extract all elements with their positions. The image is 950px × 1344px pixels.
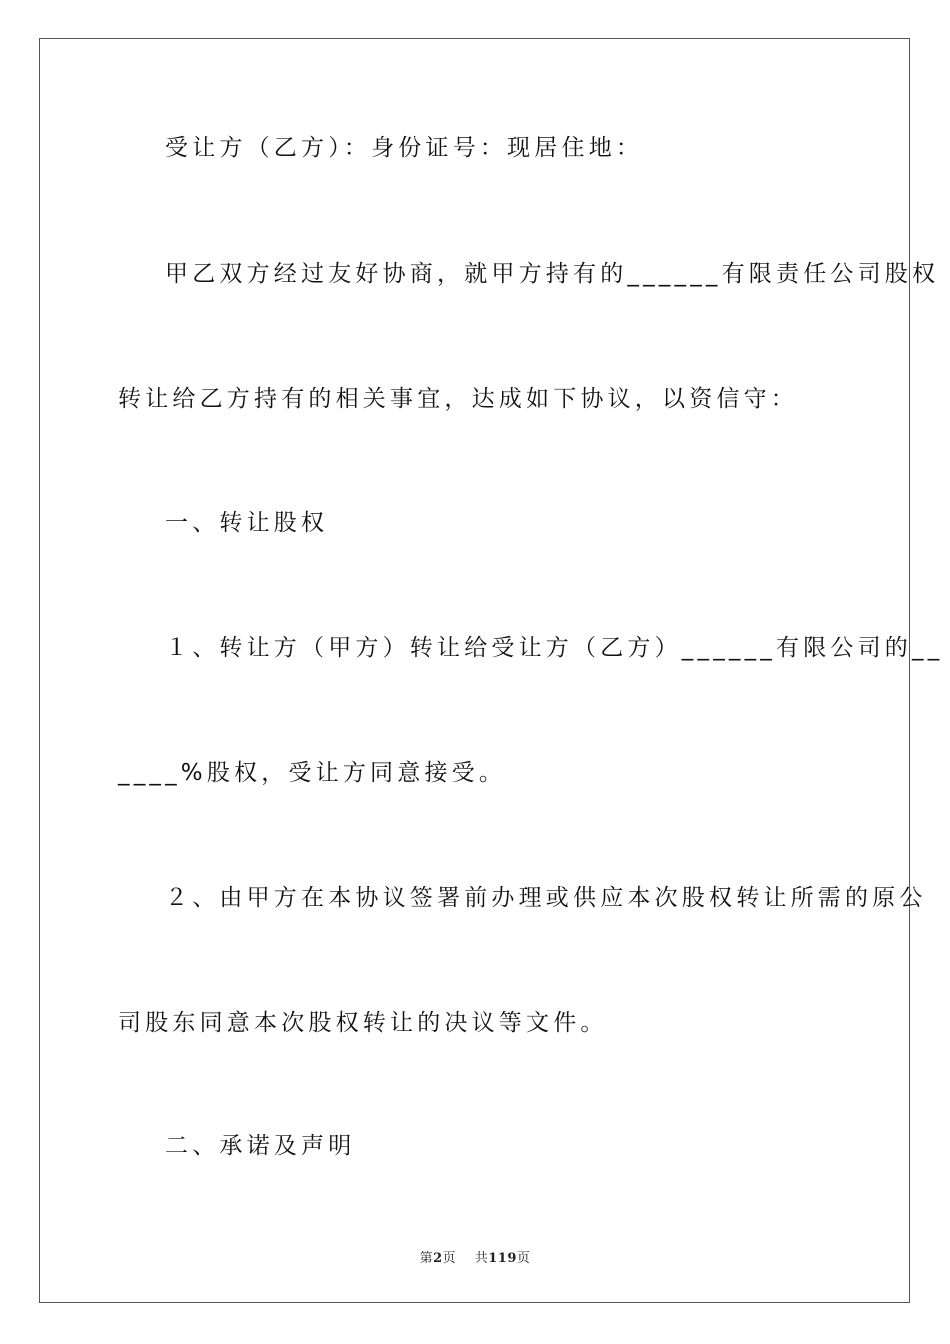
- footer-page-suffix: 页: [442, 1251, 457, 1266]
- section-heading-commitments: 二、承诺及声明: [165, 1133, 356, 1159]
- clause-2-line-2: 司股东同意本次股权转让的决议等文件。: [118, 1010, 608, 1036]
- paragraph-party-b: 受让方（乙方）：身份证号：现居住地：: [165, 135, 644, 161]
- footer-total-suffix: 页: [516, 1251, 531, 1266]
- footer-total-pages: 119: [488, 1251, 517, 1266]
- footer-page-prefix: 第: [419, 1251, 434, 1266]
- page-frame: [39, 38, 910, 1303]
- footer-total-prefix: 共: [474, 1251, 489, 1266]
- paragraph-intro-line-1: 甲乙双方经过友好协商，就甲方持有的______有限责任公司股权: [165, 261, 940, 287]
- clause-1-line-2: ____%股权，受让方同意接受。: [118, 760, 507, 786]
- paragraph-intro-line-2: 转让给乙方持有的相关事宜，达成如下协议，以资信守：: [118, 386, 798, 412]
- clause-1-line-1: １、转让方（甲方）转让给受让方（乙方）______有限公司的__: [165, 635, 944, 661]
- section-heading-transfer: 一、转让股权: [165, 510, 329, 536]
- footer-page-number: 2: [433, 1251, 443, 1266]
- page-footer: [0, 1247, 950, 1266]
- clause-2-line-1: ２、由甲方在本协议签署前办理或供应本次股权转让所需的原公: [165, 885, 927, 911]
